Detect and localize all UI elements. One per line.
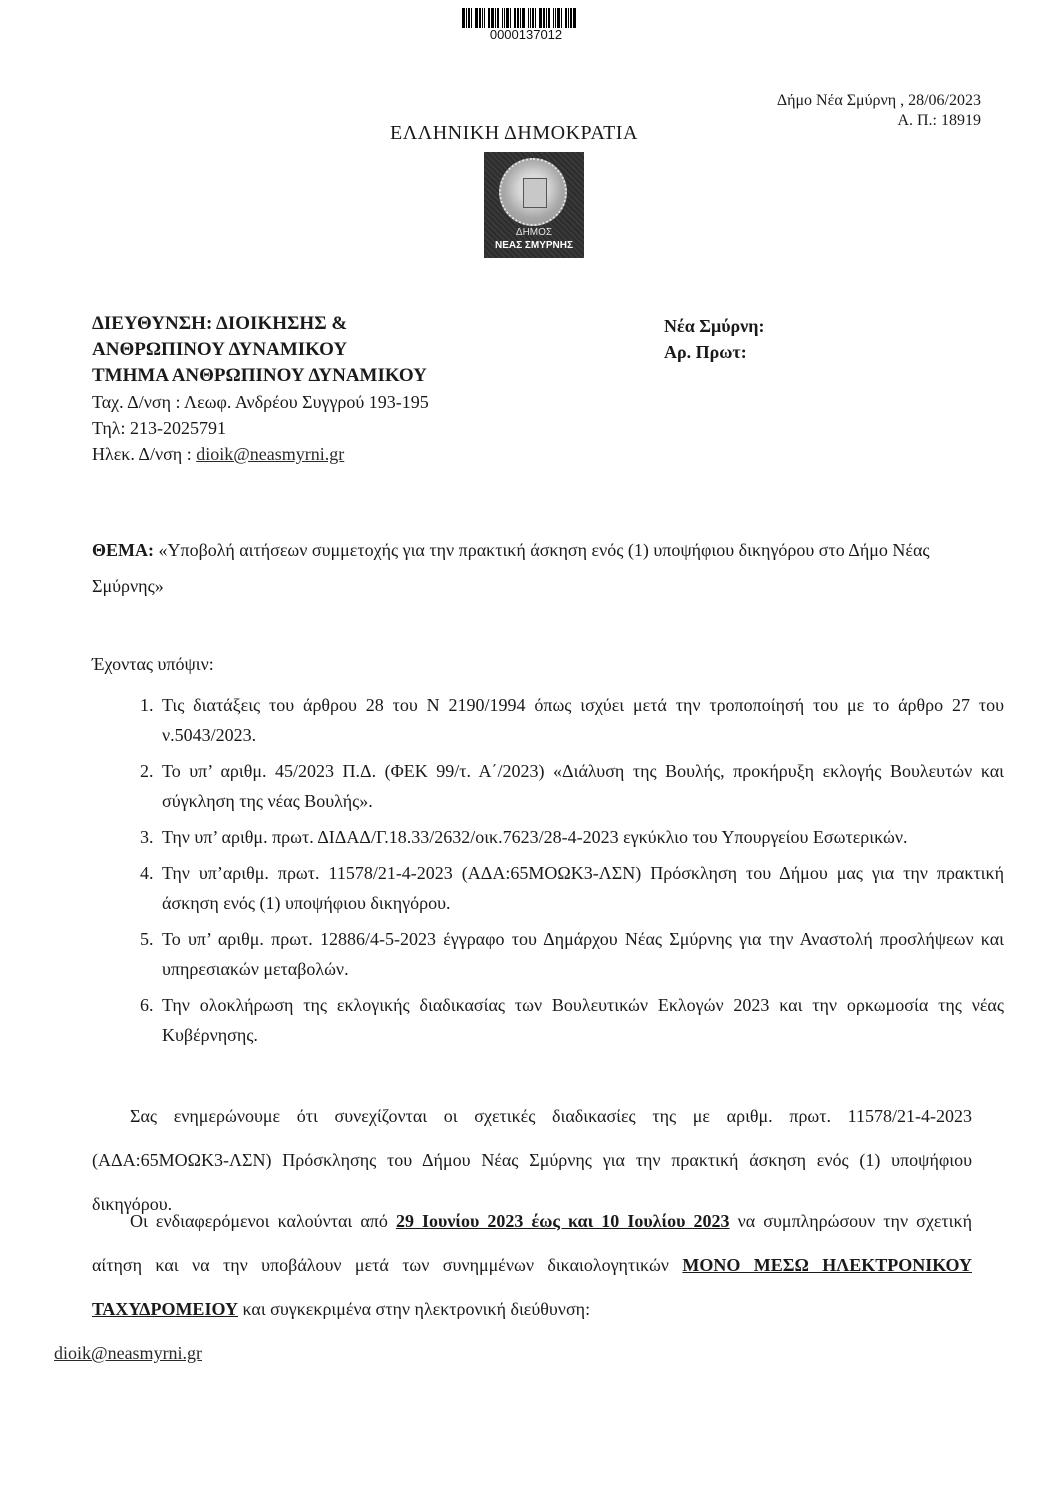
barcode-bar bbox=[517, 8, 519, 28]
logo-text-line2: ΝΕΑΣ ΣΜΥΡΝΗΣ bbox=[494, 240, 573, 251]
email-label: Ηλεκ. Δ/νση : bbox=[92, 444, 197, 464]
barcode-bar bbox=[471, 8, 472, 28]
barcode-number: 0000137012 bbox=[489, 27, 563, 42]
paragraph2-text-3: και συγκεκριμένα στην ηλεκτρονική διεύθυνση: bbox=[237, 1299, 591, 1319]
subject-line bbox=[92, 532, 972, 604]
barcode-bar bbox=[535, 8, 536, 28]
submission-method: ΜΟΝΟ ΜΕΣΩ ΗΛΕΚΤΡΟΝΙΚΟΥ ΤΑΧΥΔΡΟΜΕΙΟΥ bbox=[92, 1255, 972, 1319]
barcode-bar bbox=[543, 8, 545, 28]
republic-heading: ΕΛΛΗΝΙΚΗ ΔΗΜΟΚΡΑΤΙΑ bbox=[390, 122, 638, 144]
email-line bbox=[92, 441, 429, 467]
barcode-bar bbox=[482, 8, 483, 28]
place-date-block bbox=[777, 91, 981, 131]
list-item: 1. Τις διατάξεις του άρθρου 28 του Ν 2190/1994 όπως ισχύει μετά την τροποποίησή του με το άρθρο 27 του ν.5043/2023. bbox=[158, 690, 1004, 750]
subject-text: «Υποβολή αιτήσεων συμμετοχής για την πρακτική άσκηση ενός (1) υποψήφιου δικηγόρου στο Δήμο Νέας Σμύρνης» bbox=[92, 540, 930, 596]
list-item: 5. Το υπ’ αριθμ. πρωτ. 12886/4-5-2023 έγγραφο του Δημάρχου Νέας Σμύρνης για την Αναστολή προσλήψεων και υπηρεσιακών μεταβολών. bbox=[158, 924, 1004, 984]
barcode-bar bbox=[468, 8, 470, 28]
barcode-bar bbox=[528, 8, 529, 28]
postal-address: Ταχ. Δ/νση : Λεωφ. Ανδρέου Συγγρού 193-195 bbox=[92, 392, 429, 412]
barcode-bar bbox=[506, 8, 509, 28]
barcode-bar bbox=[565, 8, 567, 28]
protocol-number-label: Αρ. Πρωτ: bbox=[664, 342, 747, 362]
barcode-bar bbox=[546, 8, 547, 28]
paragraph2-text-2: να συμπληρώσουν την σχετική αίτηση και να την υποβάλουν μετά των συνημμένων δικαιολογητικών bbox=[92, 1211, 972, 1275]
barcode-bar bbox=[514, 8, 516, 28]
submission-email-link[interactable]: dioik@neasmyrni.gr bbox=[54, 1343, 203, 1363]
place-date: Δήμο Νέα Σμύρνη , 28/06/2023 bbox=[776, 92, 981, 109]
barcode bbox=[462, 8, 590, 28]
barcode-bar bbox=[555, 8, 556, 28]
barcode-bar bbox=[510, 8, 511, 28]
logo-text-line1: ΔΗΜΟΣ bbox=[515, 227, 553, 238]
considering-heading: Έχοντας υπόψιν: bbox=[92, 654, 214, 674]
phone-number: Τηλ: 213-2025791 bbox=[92, 418, 226, 438]
barcode-bar bbox=[502, 8, 503, 28]
barcode-bar bbox=[548, 8, 550, 28]
barcode-bar bbox=[530, 8, 531, 28]
paragraph2-text-1: Οι ενδιαφερόμενοι καλούνται από bbox=[130, 1211, 396, 1231]
barcode-bar bbox=[570, 8, 572, 28]
barcode-bar bbox=[539, 8, 542, 28]
list-item: 4. Την υπ’αριθμ. πρωτ. 11578/21-4-2023 (ΑΔΑ:65ΜΟΩΚ3-ΛΣΝ) Πρόσκληση του Δήμου μας για την πρακτική άσκηση ενός (1) υποψήφιου δικηγόρου. bbox=[158, 858, 1004, 918]
subject-label: ΘΕΜΑ: bbox=[92, 540, 154, 560]
department-line1: ΔΙΕΥΘΥΝΣΗ: ΔΙΟΙΚΗΣΗΣ & bbox=[92, 313, 348, 334]
barcode-bar bbox=[462, 8, 465, 28]
barcode-bar bbox=[484, 8, 485, 28]
barcode-bar bbox=[488, 8, 490, 28]
barcode-bar bbox=[561, 8, 562, 28]
protocol-reference: Α. Π.: 18919 bbox=[897, 112, 981, 129]
city-label: Νέα Σμύρνη: bbox=[664, 316, 765, 336]
considering-list bbox=[126, 690, 1004, 1056]
application-dates: 29 Ιουνίου 2023 έως και 10 Ιουλίου 2023 bbox=[395, 1211, 730, 1231]
barcode-bar bbox=[475, 8, 478, 28]
list-item: 6. Την ολοκλήρωση της εκλογικής διαδικασίας των Βουλευτικών Εκλογών 2023 και την ορκωμοσία της νέας Κυβέρνησης. bbox=[158, 990, 1004, 1050]
barcode-bar bbox=[466, 8, 467, 28]
department-block bbox=[92, 311, 429, 467]
list-item: 3. Την υπ’ αριθμ. πρωτ. ΔΙΔΑΔ/Γ.18.33/2632/οικ.7623/28-4-2023 εγκύκλιο του Υπουργείου Εσωτερικών. bbox=[158, 822, 1004, 852]
barcode-bar bbox=[573, 8, 576, 28]
barcode-bar bbox=[522, 8, 525, 28]
barcode-bar bbox=[557, 8, 560, 28]
barcode-bar bbox=[532, 8, 534, 28]
list-item: 2. Το υπ’ αριθμ. 45/2023 Π.Δ. (ΦΕΚ 99/τ. Α΄/2023) «Διάλυση της Βουλής, προκήρυξη εκλογής Βουλευτών και σύγκληση της νέας Βουλής». bbox=[158, 756, 1004, 816]
barcode-bar bbox=[568, 8, 569, 28]
barcode-bar bbox=[520, 8, 521, 28]
body-paragraph-2 bbox=[54, 1199, 972, 1375]
barcode-bar bbox=[495, 8, 496, 28]
barcode-bar bbox=[479, 8, 481, 28]
barcode-bar bbox=[491, 8, 494, 28]
protocol-fields bbox=[664, 313, 764, 365]
barcode-bar bbox=[504, 8, 505, 28]
barcode-bar bbox=[553, 8, 554, 28]
department-line2: ΑΝΘΡΩΠΙΝΟΥ ΔΥΝΑΜΙΚΟΥ bbox=[92, 339, 348, 360]
municipality-logo bbox=[484, 152, 584, 258]
barcode-bar bbox=[497, 8, 499, 28]
municipal-seal-icon bbox=[499, 158, 567, 226]
email-link[interactable]: dioik@neasmyrni.gr bbox=[196, 444, 345, 464]
body-paragraph-1: Σας ενημερώνουμε ότι συνεχίζονται οι σχετικές διαδικασίες της με αριθμ. πρωτ. 11578/21-4-2023 (ΑΔΑ:65ΜΟΩΚ3-ΛΣΝ) Πρόσκλησης του Δήμου Νέας Σμύρνης για την πρακτική άσκηση ενός (1) υποψήφιου δικηγόρου. bbox=[92, 1106, 972, 1214]
department-line3: ΤΜΗΜΑ ΑΝΘΡΩΠΙΝΟΥ ΔΥΝΑΜΙΚΟΥ bbox=[92, 365, 427, 386]
